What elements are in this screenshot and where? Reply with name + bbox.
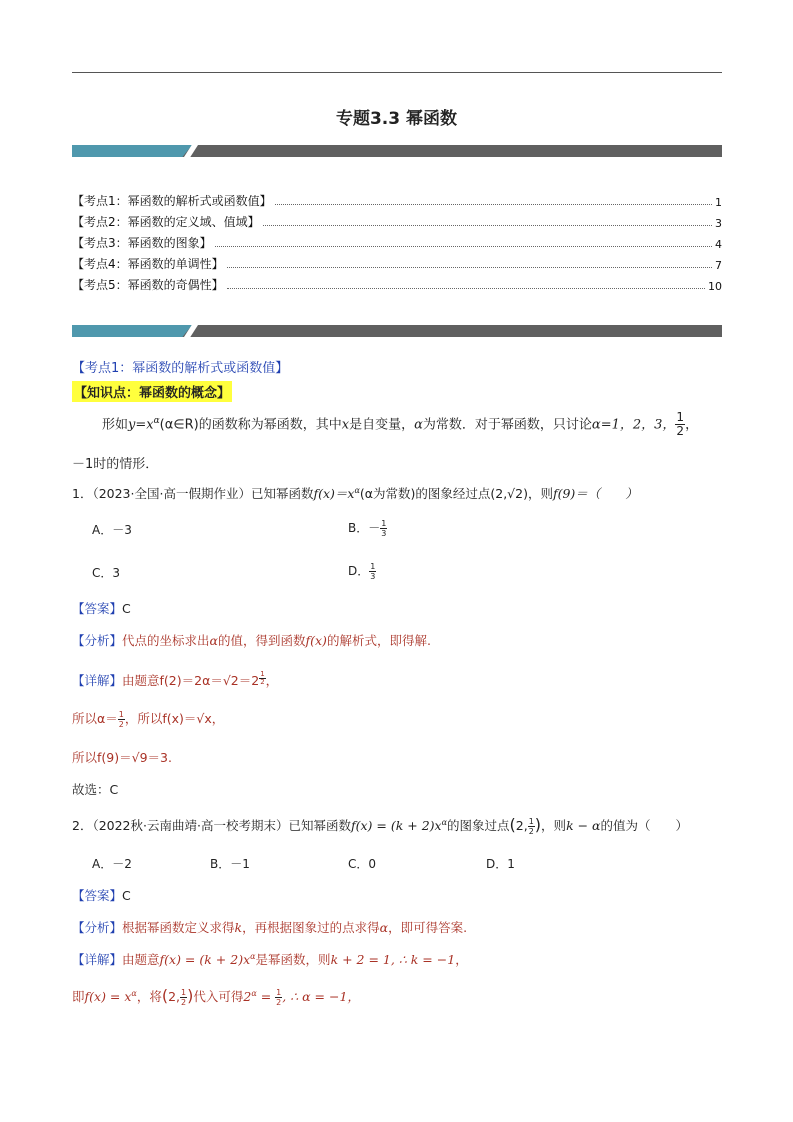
detail-line: 所以f(9)＝√9＝3. — [72, 750, 172, 765]
toc-label: 【考点1：幂函数的解析式或函数值】 — [72, 194, 272, 208]
section-heading: 【考点1：幂函数的解析式或函数值】 — [72, 361, 289, 376]
option-b[interactable]: B．－1 — [210, 857, 250, 871]
answer-line: 【答案】C — [72, 601, 131, 616]
toc-label: 【考点4：幂函数的单调性】 — [72, 257, 224, 271]
knowledge-point-label: 【知识点：幂函数的概念】 — [72, 381, 232, 402]
toc-leader — [215, 245, 712, 247]
answer-line: 【答案】C — [72, 888, 131, 903]
toc-label: 【考点2：幂函数的定义域、值域】 — [72, 215, 260, 229]
toc-row[interactable] — [72, 233, 722, 251]
toc-page-number: 1 — [715, 196, 722, 209]
concept-paragraph-line2: －1时的情形． — [72, 457, 159, 472]
question-stem: 1．（2023·全国·高一假期作业）已知幂函数$f(x)=x^\alpha(\alpha$为常数)的图象经过点(2,√2)，则f(9)＝（ ） — [72, 485, 638, 501]
option-a[interactable]: A．－3 — [92, 523, 132, 537]
option-c[interactable]: C．0 — [348, 857, 377, 871]
option-d[interactable]: D．1 — [486, 857, 515, 871]
toc-label: 【考点5：幂函数的奇偶性】 — [72, 278, 224, 292]
toc-page-number: 10 — [708, 280, 722, 293]
toc-leader — [227, 266, 712, 268]
option-c[interactable]: C．3 — [92, 566, 121, 580]
toc-page-number: 4 — [715, 238, 722, 251]
option-d[interactable]: D． $\frac{1}{3}$ — [348, 562, 376, 581]
toc-leader — [227, 287, 705, 289]
page-title: 专题3.3 幂函数 — [335, 109, 458, 129]
toc-leader — [263, 224, 712, 226]
analysis-line: 【分析】代点的坐标求出α的值，得到函数f(x)的解析式，即得解. — [72, 633, 431, 648]
header-rule — [72, 72, 722, 73]
question-stem: 2．（2022秋·云南曲靖·高一校考期末）已知幂函数$f(x) = (k + 2)x^\alpha$的图象过点(2, $\frac{1}{2}$ )，则k − α的值为（ ） — [72, 815, 689, 836]
toc-row[interactable] — [72, 191, 722, 209]
section-divider-band — [72, 325, 722, 337]
option-b[interactable]: B．－ $\frac{1}{3}$ — [348, 519, 387, 538]
analysis-line: 【分析】根据幂函数定义求得k，再根据图象过的点求得α，即可得答案. — [72, 920, 468, 935]
option-a[interactable]: A．－2 — [92, 857, 132, 871]
toc-leader — [275, 203, 712, 205]
concept-paragraph: 形如$y=x^\alpha(\alpha\in R)$的函数称为幂函数，其中x是自变量，α为常数．对于幂函数，只讨论α=1，2，3， $\frac{1}{2}$ ， — [102, 410, 699, 439]
toc-page-number: 7 — [715, 259, 722, 272]
toc-page-number: 3 — [715, 217, 722, 230]
toc-row[interactable] — [72, 254, 722, 272]
title-divider-band — [72, 145, 722, 157]
detail-line: 即$f(x) = x^\alpha$，将(2, $\frac{1}{2}$ )代入可得$2^\alpha$ = $\frac{1}{2}$ , ∴ α = −1， — [72, 986, 360, 1007]
detail-line: 所以α＝ $\frac{1}{2}$ ，所以f(x)＝√x， — [72, 710, 225, 729]
detail-line: 【详解】由题意$f(x) = (k + 2)x^\alpha$是幂函数，则k + 2 = 1, ∴ k = −1， — [72, 951, 468, 967]
toc-label: 【考点3：幂函数的图象】 — [72, 236, 212, 250]
detail-line: 【详解】由题意f(2)＝2α＝√2＝2 $^{\frac{1}{2}}$ ， — [72, 670, 279, 688]
toc-row[interactable] — [72, 212, 722, 230]
choice-line: 故选：C — [72, 782, 119, 797]
toc-row[interactable] — [72, 275, 722, 293]
